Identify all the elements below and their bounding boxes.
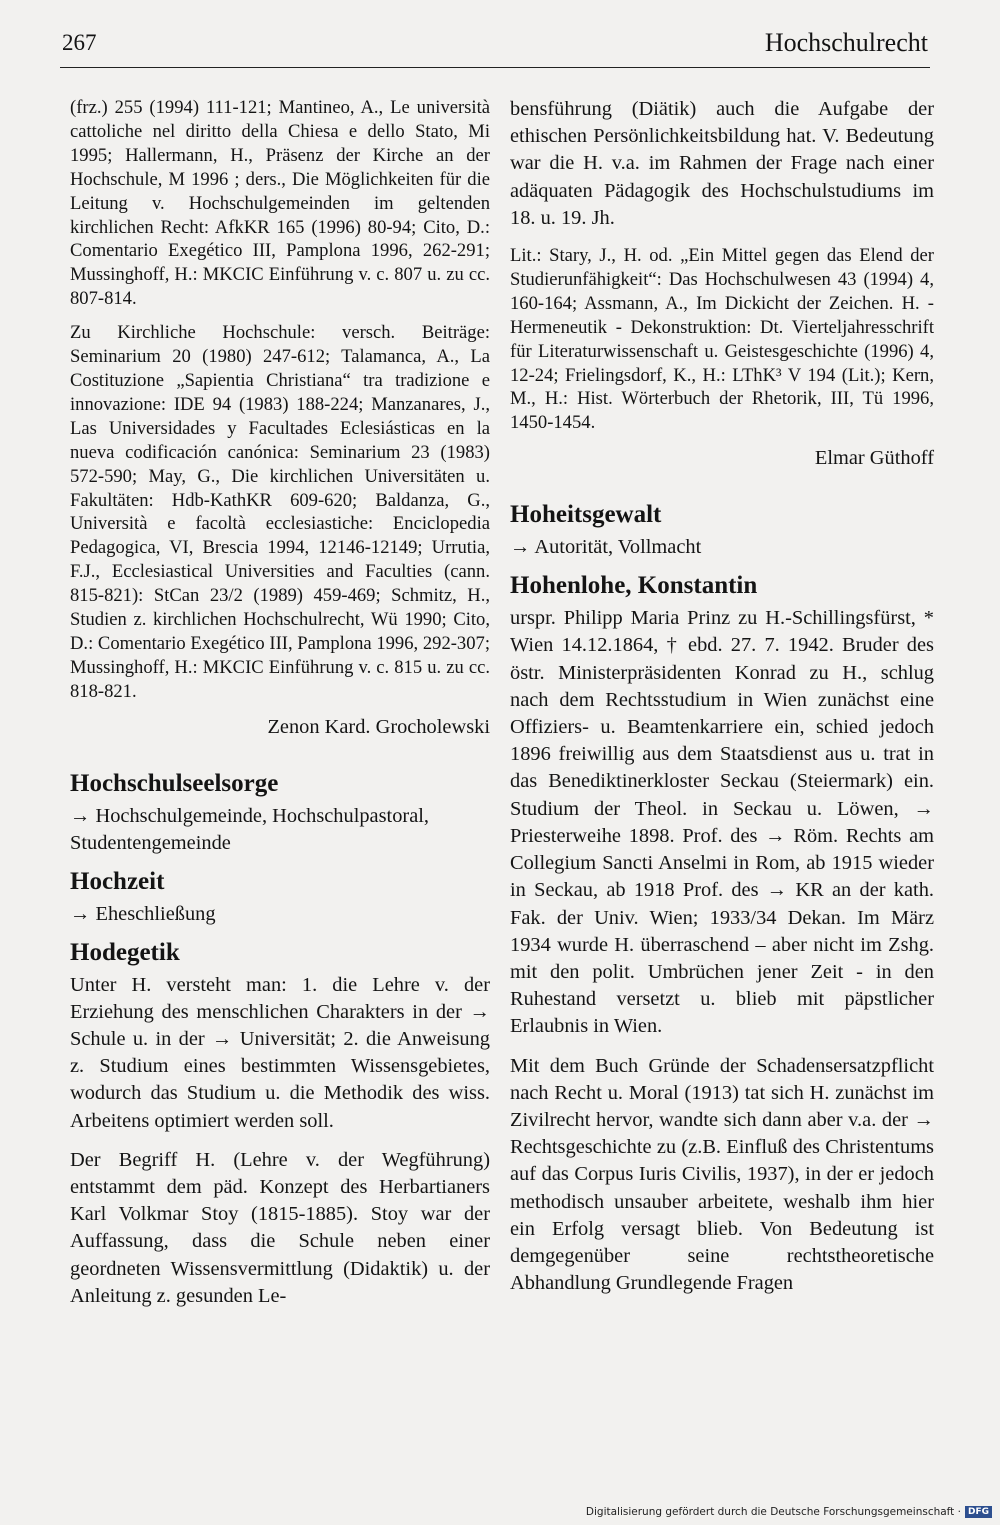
- entry-headword: Hoheitsgewalt: [510, 501, 662, 529]
- dfg-logo: DFG: [965, 1506, 992, 1518]
- header-rule: [60, 67, 930, 68]
- body-paragraph: urspr. Philipp Maria Prinz zu H.-Schillingsfürst, * Wien 14.12.1864, † ebd. 27. 7. 1942. Bruder des östr. Ministerpräsidenten Konrad zu H., schlug nach dem Rechtsstudium in Wien zunächst eine Offiziers- u. Beamtenkarriere ein, schied jedoch 1896 freiwillig aus dem Staatsdienst aus u. trat in das Benediktinerkloster Seckau (Steiermark) ein. Studium der Theol. in Seckau u. Löwen, → Priesterweihe 1898. Prof. des → Röm. Rechts am Collegium Sancti Anselmi in Rom, ab 1915 wieder in Seckau, ab 1918 Prof. des → KR an der kath. Fak. der Univ. Wien; 1933/34 Dekan. Im März 1934 wurde H. überraschend – aber nicht im Zshg. mit den polit. Umbrüchen jener Zeit - in den Ruhestand versetzt u. blieb mit päpstlicher Erlaubnis in Wien.: [510, 607, 934, 1038]
- entry-headword: Hodegetik: [70, 938, 180, 966]
- cross-reference[interactable]: → Hochschulgemeinde, Hochschulpastoral, Studentengemeinde: [70, 804, 430, 854]
- literature-paragraph: (frz.) 255 (1994) 111-121; Mantineo, A., Le università cattoliche nel diritto della Chiesa e dello Stato, Mi 1995; Hallermann, H., Präsenz der Kirche an der Hochschule, M 1996 ; ders., Die Möglichkeiten für die Leitung v. Hochschulgemeinden im geltenden kirchlichen Recht: AfkKR 165 (1996) 80-94; Cito, D.: Comentario Exegético III, Pamplona 1996, 262-291; Mussinghoff, H.: MKCIC Einführung v. c. 807 u. zu cc. 807-814.: [70, 97, 490, 310]
- body-paragraph: Mit dem Buch Gründe der Schadensersatzpflicht nach Recht u. Moral (1913) tat sich H. zunächst im Zivilrecht hervor, wandte sich dann aber v.a. der → Rechtsgeschichte zu (z.B. Einfluß des Christentums auf das Corpus Iuris Civilis, 1937), in der er jedoch methodisch unsauber arbeitete, weshalb ihm hier ein Erfolg versagt blieb. Von Bedeutung ist demgegenüber seine rechtstheoretische Abhandlung Grundlegende Fragen: [510, 1054, 934, 1295]
- entry-headword: Hochzeit: [70, 867, 165, 895]
- running-title: Hochschulrecht: [764, 28, 928, 57]
- page-number: 267: [62, 30, 97, 55]
- cross-reference[interactable]: → Eheschließung: [70, 902, 216, 925]
- right-column: [510, 96, 934, 1309]
- left-column: [70, 96, 490, 1322]
- author-signature: Zenon Kard. Grocholewski: [267, 715, 490, 738]
- credit-text: Digitalisierung gefördert durch die Deutsche Forschungsgemeinschaft ·: [585, 1506, 961, 1518]
- literature-paragraph: Zu Kirchliche Hochschule: versch. Beiträge: Seminarium 20 (1980) 247-612; Talamanca, A., La Costituzione „Sapientia Christiana“ tra tradizione e innovazione: IDE 94 (1983) 188-224; Manzanares, J., Las Universidades y Facultades Eclesiásticas en la nueva codificación canónica: Seminarium 23 (1983) 572-590; May, G., Die kirchlichen Universitäten u. Fakultäten: Hdb-KathKR 609-620; Baldanza, G., Università e facoltà ecclesiastiche: Enciclopedia Pedagogica, VI, Brescia 1994, 12146-12149; Urrutia, F.J., Ecclesiastical Universities and Faculties (cann. 815-821): StCan 23/2 (1989) 459-469; Schmitz, H., Studien z. kirchlichen Hochschulrecht, Wü 1990; Cito, D.: Comentario Exegético III, Pamplona 1996, 292-307; Mussinghoff, H.: MKCIC Einführung v. c. 815 u. zu cc. 818-821.: [70, 322, 490, 702]
- cross-reference[interactable]: → Autorität, Vollmacht: [510, 536, 702, 559]
- literature-paragraph: Lit.: Stary, J., H. od. „Ein Mittel gegen das Elend der Studierunfähigkeit“: Das Hochschulwesen 43 (1994) 4, 160-164; Assmann, A., Im Dickicht der Zeichen. H. - Hermeneutik - Dekonstruktion: Dt. Vierteljahresschrift für Literaturwissenschaft u. Geistesgeschichte (1996) 4, 12-24; Frielingsdorf, K., H.: LThK³ V 194 (Lit.); Kern, M., H.: Hist. Wörterbuch der Rhetorik, III, Tü 1996, 1450-1454.: [510, 245, 934, 434]
- digitization-credit: [586, 1506, 992, 1518]
- entry-headword: Hochschulseelsorge: [70, 769, 279, 797]
- body-paragraph: bensführung (Diätik) auch die Aufgabe der ethischen Persönlichkeitsbildung hat. V. Bedeutung war die H. v.a. im Rahmen der Frage nach einer adäquaten Pädagogik des Hochschulstudiums im 18. u. 19. Jh.: [510, 98, 934, 229]
- entry-headword: Hohenlohe, Konstantin: [510, 572, 758, 600]
- body-paragraph: Der Begriff H. (Lehre v. der Wegführung) entstammt dem päd. Konzept des Herbartianers Karl Volkmar Stoy (1815-1885). Stoy war der Auffassung, dass die Schule neben einer geordneten Wissensvermittlung (Didaktik) u. der Anleitung z. gesunden Le-: [70, 1148, 490, 1307]
- author-signature: Elmar Güthoff: [814, 447, 934, 470]
- body-paragraph: Unter H. versteht man: 1. die Lehre v. der Erziehung des menschlichen Charakters in der → Schule u. in der → Universität; 2. die Anweisung z. Studium eines bestimmten Wissensgebietes, wodurch das Studium u. die Methodik des wiss. Arbeitens optimiert werden soll.: [70, 973, 490, 1132]
